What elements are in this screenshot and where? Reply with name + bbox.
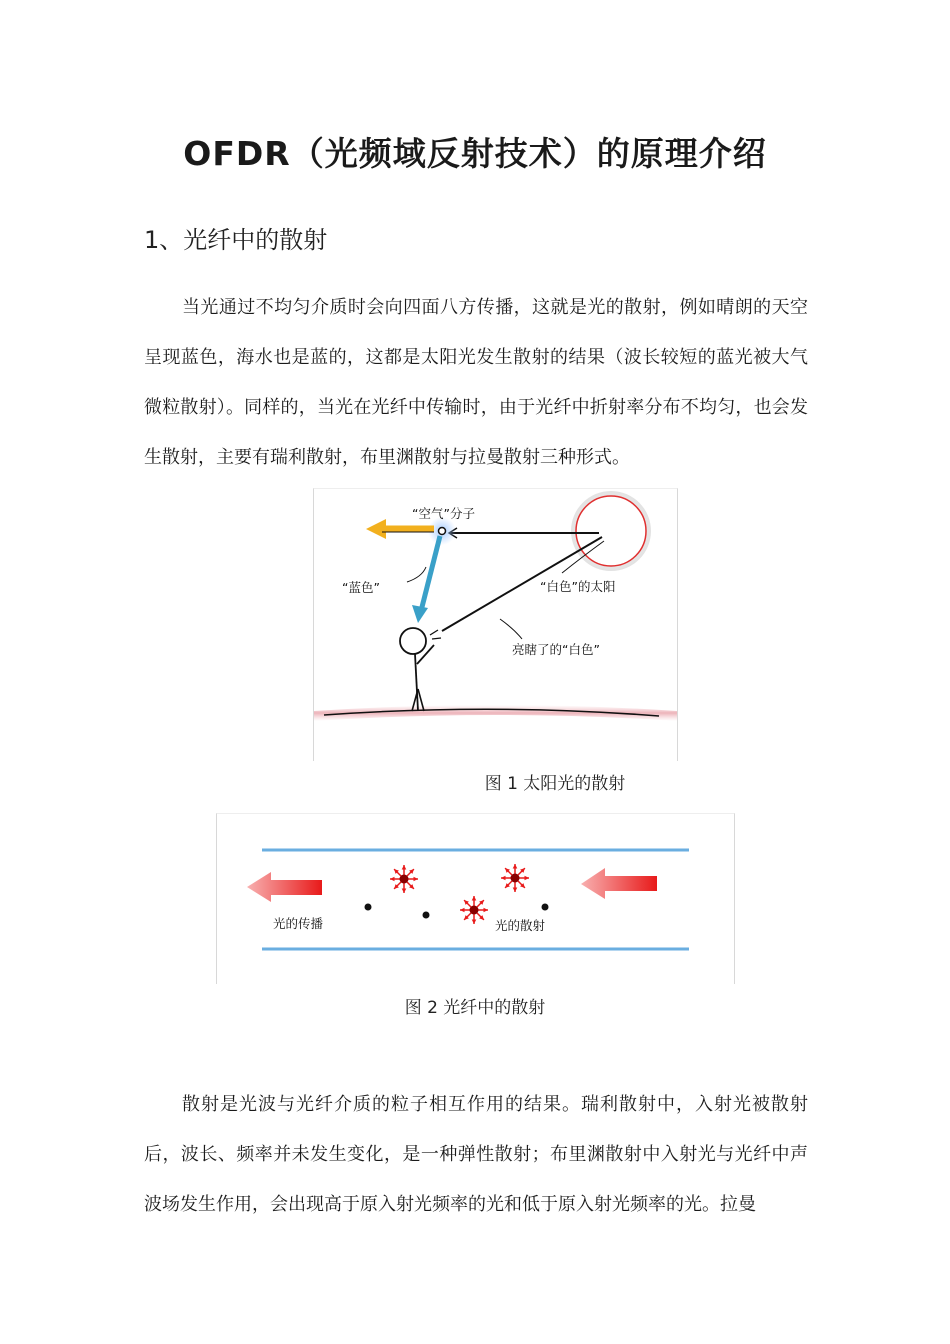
fiber-scattering-illustration: [217, 814, 734, 984]
paragraph-intro: 当光通过不均匀介质时会向四面八方传播，这就是光的散射，例如晴朗的天空呈现蓝色，海水也是蓝的，这都是太阳光发生散射的结果（波长较短的蓝光被大气微粒散射）。同样的，当光在光纤中传输时，由于光纤中折射率分布不均匀，也会发生散射，主要有瑞利散射，布里渊散射与拉曼散射三种形式。: [144, 297, 808, 468]
label-scattering: 光的散射: [495, 918, 546, 933]
yellow-arrow-head-icon: [366, 519, 386, 539]
scatter-burst-icon: [501, 864, 529, 892]
particle-dot: [423, 912, 430, 919]
scatter-arrowhead-icon: [513, 864, 518, 869]
scatter-arrowhead-icon: [460, 908, 465, 913]
figure1-caption: 图 1 太阳光的散射: [484, 774, 626, 794]
scatter-burst-icon: [390, 865, 418, 893]
label-propagation: 光的传播: [273, 916, 324, 931]
dazzle-label-pointer: [500, 619, 522, 639]
particle-dot: [542, 904, 549, 911]
figure-sun-scattering: [313, 488, 678, 761]
particle-dot: [365, 904, 372, 911]
air-molecule-icon: [439, 528, 446, 535]
scatter-arrowhead-icon: [501, 876, 506, 881]
page-title: OFDR（光频域反射技术）的原理介绍: [183, 134, 767, 173]
scatter-center-dot: [400, 875, 409, 884]
label-blue: “蓝色”: [342, 580, 380, 595]
blue-label-pointer: [407, 567, 426, 582]
blue-arrow-head-icon: [412, 605, 428, 623]
figure2-caption: 图 2 光纤中的散射: [404, 998, 546, 1018]
scatter-arrowhead-icon: [472, 920, 477, 925]
scatter-arrowhead-icon: [402, 865, 407, 870]
figure-fiber-scattering: [216, 813, 735, 984]
section-heading: 1、光纤中的散射: [144, 226, 328, 254]
blue-arrow-shaft: [421, 536, 440, 611]
scatter-arrowhead-icon: [414, 877, 419, 882]
label-air-molecule: “空气”分子: [412, 506, 475, 521]
scatter-arrowhead-icon: [484, 908, 489, 913]
propagation-arrow-icon: [247, 872, 322, 902]
label-white-sun: “白色”的太阳: [540, 579, 616, 594]
sun-scattering-illustration: [314, 489, 677, 761]
scatter-arrowhead-icon: [525, 876, 530, 881]
incoming-arrow-icon: [581, 868, 657, 899]
scatter-arrowhead-icon: [472, 896, 477, 901]
scatter-arrowhead-icon: [390, 877, 395, 882]
scatter-burst-icon: [460, 896, 488, 924]
scatter-arrowhead-icon: [402, 889, 407, 894]
scatter-center-dot: [470, 906, 479, 915]
paragraph-scattering-types: 散射是光波与光纤介质的粒子相互作用的结果。瑞利散射中，入射光被散射后，波长、频率并未发生变化，是一种弹性散射；布里渊散射中入射光与光纤中声波场发生作用，会出现高于原入射光频率的光和低于原入射光频率的光。拉曼: [144, 1094, 808, 1215]
person-head-icon: [400, 628, 426, 654]
scatter-center-dot: [511, 874, 520, 883]
sun-circle: [576, 496, 646, 566]
label-dazzling-white: 亮瞎了的“白色”: [512, 642, 600, 657]
scatter-arrowhead-icon: [513, 888, 518, 893]
eye-sparkle-icon: [430, 630, 441, 639]
